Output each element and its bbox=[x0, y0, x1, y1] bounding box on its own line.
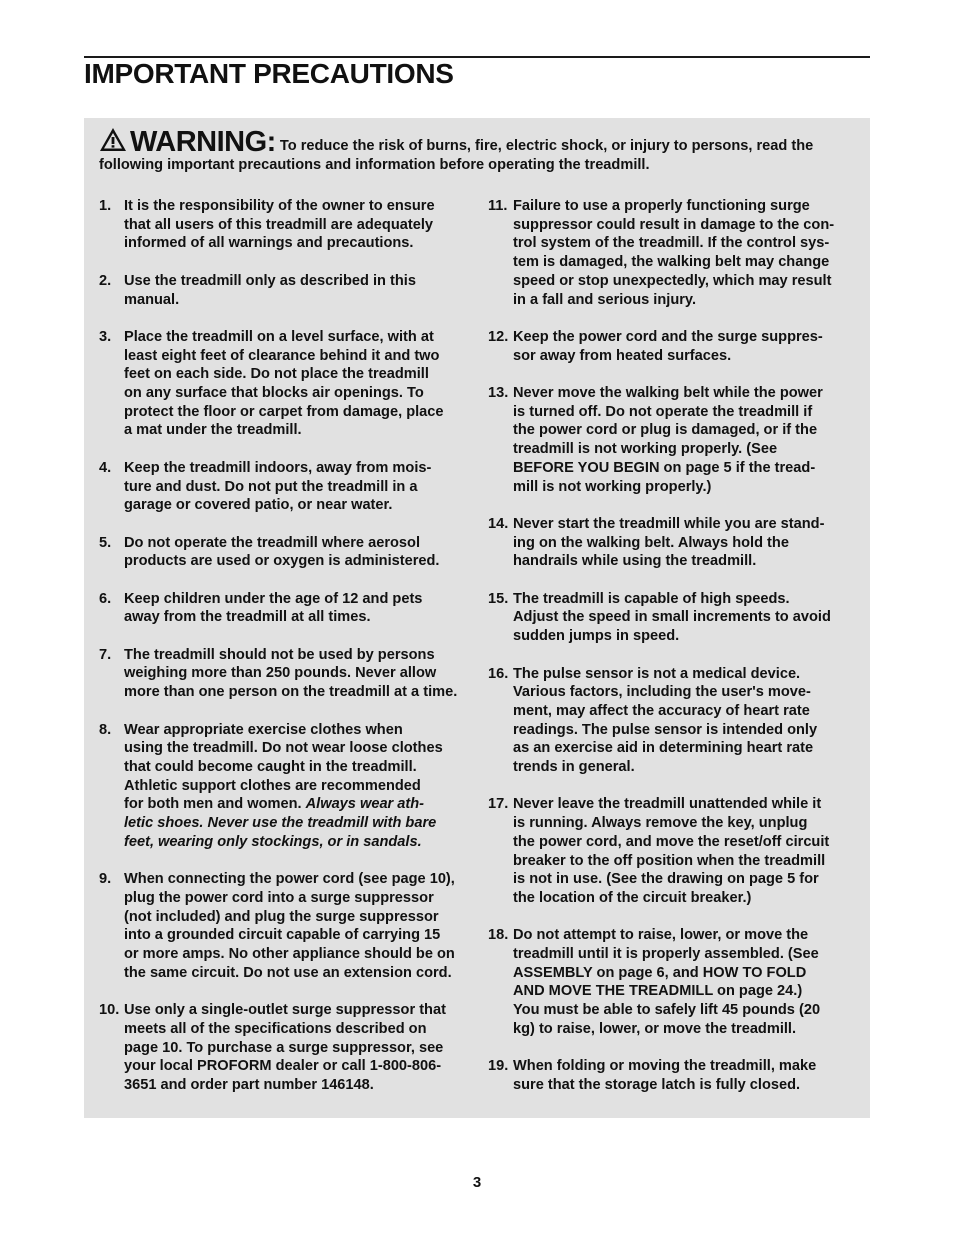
precaution-item-11 bbox=[488, 197, 858, 309]
item-text: Failure to use a properly functioning surge suppressor could result in damage to the con- trol system of the treadmill. If the control sys- tem is damaged, the walking belt may change speed or stop unexpectedly, which may result in a fall and serious injury. bbox=[513, 198, 835, 308]
precaution-item-12 bbox=[488, 328, 858, 365]
precaution-item-6 bbox=[99, 590, 474, 627]
item-number: 15. bbox=[488, 590, 509, 607]
item-number: 11. bbox=[488, 198, 508, 214]
precaution-item-5 bbox=[99, 534, 474, 571]
precautions-left-column bbox=[99, 197, 474, 1113]
precautions-right-column bbox=[488, 197, 858, 1113]
precaution-item-2 bbox=[99, 272, 474, 309]
precaution-item-3 bbox=[99, 328, 474, 440]
page-title: IMPORTANT PRECAUTIONS bbox=[84, 58, 454, 89]
precaution-item-19 bbox=[488, 1057, 858, 1094]
warning-triangle-icon bbox=[99, 127, 127, 152]
item-text: Do not attempt to raise, lower, or move the treadmill until it is properly assembled. (See ASSEMBLY on page 6, and HOW TO FOLD AND MOVE THE TREADMILL on page 24.) You must be able to safely lift 45 pounds (20 kg) to raise, lower, or move the treadmill. bbox=[513, 927, 821, 1037]
precaution-item-7 bbox=[99, 646, 474, 702]
precaution-item-16 bbox=[488, 665, 858, 777]
item-number: 13. bbox=[488, 385, 509, 401]
item-number: 8. bbox=[99, 721, 112, 738]
page-number: 3 bbox=[472, 1174, 482, 1191]
item-text: Use the treadmill only as described in this manual. bbox=[124, 272, 416, 308]
item-text: Use only a single-outlet surge suppressor that meets all of the specifications described on page 10. To purchase a surge suppressor, see your local PROFORM dealer or call 1-800-806- 3651 and order part number 146148. bbox=[124, 1002, 446, 1093]
item-number: 18. bbox=[488, 927, 509, 944]
precautions-panel bbox=[84, 118, 870, 1118]
item-number: 3. bbox=[99, 328, 112, 345]
item-text: The treadmill should not be used by persons weighing more than 250 pounds. Never allow more than one person on the treadmill at a time. bbox=[124, 646, 458, 701]
item-text: The treadmill is capable of high speeds. Adjust the speed in small increments to avoid sudden jumps in speed. bbox=[513, 590, 831, 645]
item-number: 10. bbox=[99, 1002, 120, 1019]
item-text: It is the responsibility of the owner to ensure that all users of this treadmill are adequately informed of all warnings and precautions. bbox=[124, 198, 435, 252]
item-text: When connecting the power cord (see page 10), plug the power cord into a surge suppressor (not included) and plug the surge suppressor into a grounded circuit capable of carrying 15 or more amps. No other appliance should be on the same circuit. Do not use an extension cord. bbox=[124, 871, 455, 981]
item-number: 5. bbox=[99, 534, 112, 551]
item-number: 14. bbox=[488, 515, 509, 532]
warning-label: WARNING: bbox=[130, 126, 276, 158]
precaution-item-18 bbox=[488, 926, 858, 1038]
precaution-item-1 bbox=[99, 197, 474, 253]
precaution-item-15 bbox=[488, 590, 858, 646]
warning-header bbox=[99, 127, 859, 175]
item-text: Do not operate the treadmill where aerosol products are used or oxygen is administered. bbox=[124, 534, 440, 570]
item-text: Never move the walking belt while the power is turned off. Do not operate the treadmill if the power cord or plug is damaged, or if the treadmill is not working properly. (See BEFORE YOU BEGIN on page 5 if the tread- mill is not working properly.) bbox=[513, 385, 823, 495]
item-number: 19. bbox=[488, 1058, 509, 1075]
item-text: The pulse sensor is not a medical device. Various factors, including the user's move- ment, may affect the accuracy of heart rate readings. The pulse sensor is intended only as an exercise aid in determining heart rate trends in general. bbox=[513, 665, 818, 776]
item-number: 2. bbox=[99, 272, 112, 289]
item-number: 16. bbox=[488, 665, 509, 682]
item-text-emphasis: Always wear ath- letic shoes. Never use the treadmill with bare feet, wearing only stockings, or in sandals. bbox=[124, 796, 437, 850]
precaution-item-9 bbox=[99, 870, 474, 982]
item-number: 6. bbox=[99, 590, 112, 607]
item-text: Place the treadmill on a level surface, with at least eight feet of clearance behind it and two feet on each side. Do not place the treadmill on any surface that blocks air openings. To protect the floor or carpet from damage, place a mat under the treadmill. bbox=[124, 328, 444, 439]
item-text: Keep the treadmill indoors, away from mois- ture and dust. Do not put the treadmill in a garage or covered patio, or near water. bbox=[124, 459, 432, 514]
precaution-item-14 bbox=[488, 515, 858, 571]
warning-text: To reduce the risk of burns, fire, electric shock, or injury to persons, read the following important precautions and information before operating the treadmill. bbox=[99, 138, 814, 173]
item-number: 4. bbox=[99, 459, 112, 476]
precaution-item-10 bbox=[99, 1001, 474, 1095]
item-number: 1. bbox=[99, 198, 112, 214]
item-number: 17. bbox=[488, 796, 509, 813]
item-number: 12. bbox=[488, 328, 509, 345]
item-text bbox=[124, 721, 474, 852]
item-text: Never start the treadmill while you are stand- ing on the walking belt. Always hold the handrails while using the treadmill. bbox=[513, 515, 825, 570]
precaution-item-8 bbox=[99, 721, 474, 852]
item-number: 7. bbox=[99, 646, 112, 663]
item-text: Keep the power cord and the surge suppres- sor away from heated surfaces. bbox=[513, 328, 823, 364]
item-text-plain: Wear appropriate exercise clothes when using the treadmill. Do not wear loose clothes that could become caught in the treadmill. Athletic support clothes are recommended for both men and women. bbox=[124, 721, 443, 813]
item-text: Never leave the treadmill unattended while it is running. Always remove the key, unplug the power cord, and move the reset/off circuit breaker to the off position when the treadmill is not in use. (See the drawing on page 5 for the location of the circuit breaker.) bbox=[513, 796, 830, 906]
precaution-item-4 bbox=[99, 459, 474, 515]
item-number: 9. bbox=[99, 871, 112, 888]
precaution-item-13 bbox=[488, 384, 858, 496]
item-text: When folding or moving the treadmill, make sure that the storage latch is fully closed. bbox=[513, 1058, 817, 1093]
item-text: Keep children under the age of 12 and pets away from the treadmill at all times. bbox=[124, 590, 423, 626]
precaution-item-17 bbox=[488, 795, 858, 907]
